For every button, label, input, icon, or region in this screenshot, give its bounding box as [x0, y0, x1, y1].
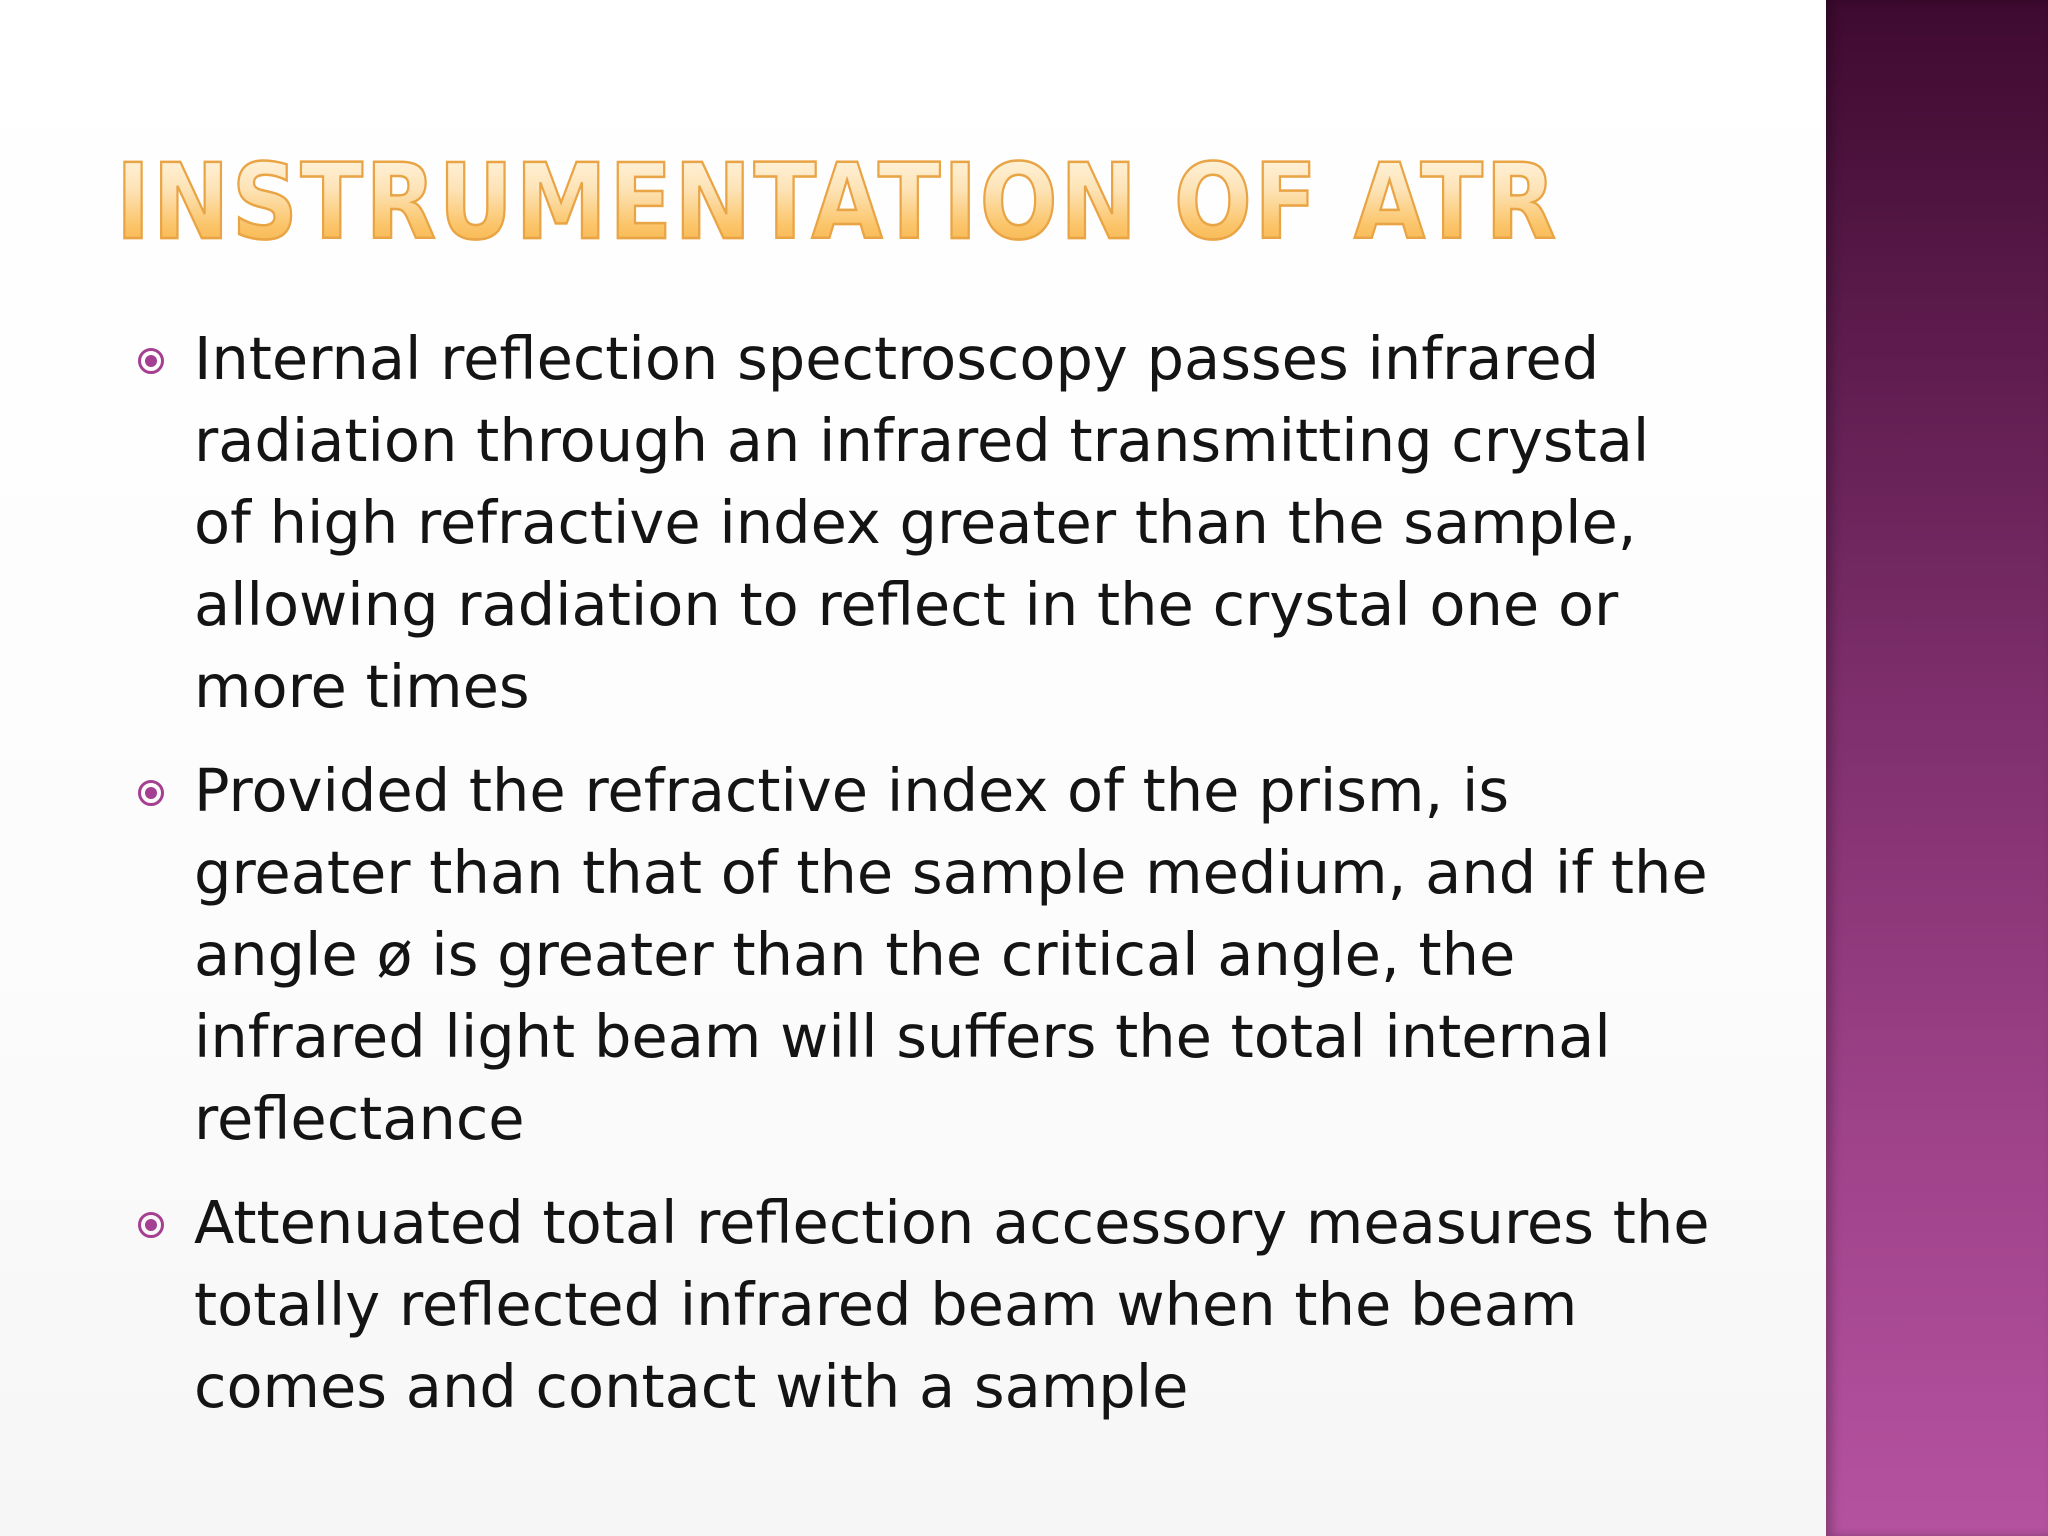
circle-dot-bullet-icon	[138, 780, 164, 806]
bullet-item	[134, 1182, 1724, 1428]
slide-title: INSTRUMENTATION OF ATR	[116, 141, 1559, 263]
decorative-side-band	[1826, 0, 2048, 1536]
bullet-text: Provided the refractive index of the prism, is greater than that of the sample medium, and if the angle ø is greater than the critical angle, the infrared light beam will suffers the total internal reflectance	[194, 756, 1708, 1153]
circle-dot-bullet-icon	[138, 348, 164, 374]
bullet-text: Internal reflection spectroscopy passes infrared radiation through an infrared transmitting crystal of high refractive index greater than the sample, allowing radiation to reflect in the crystal one or more times	[194, 324, 1650, 721]
bullet-text: Attenuated total reflection accessory measures the totally reflected infrared beam when the beam comes and contact with a sample	[194, 1188, 1710, 1421]
bullet-list	[134, 318, 1724, 1450]
bullet-item	[134, 318, 1724, 728]
circle-dot-bullet-icon	[138, 1212, 164, 1238]
bullet-item	[134, 750, 1724, 1160]
